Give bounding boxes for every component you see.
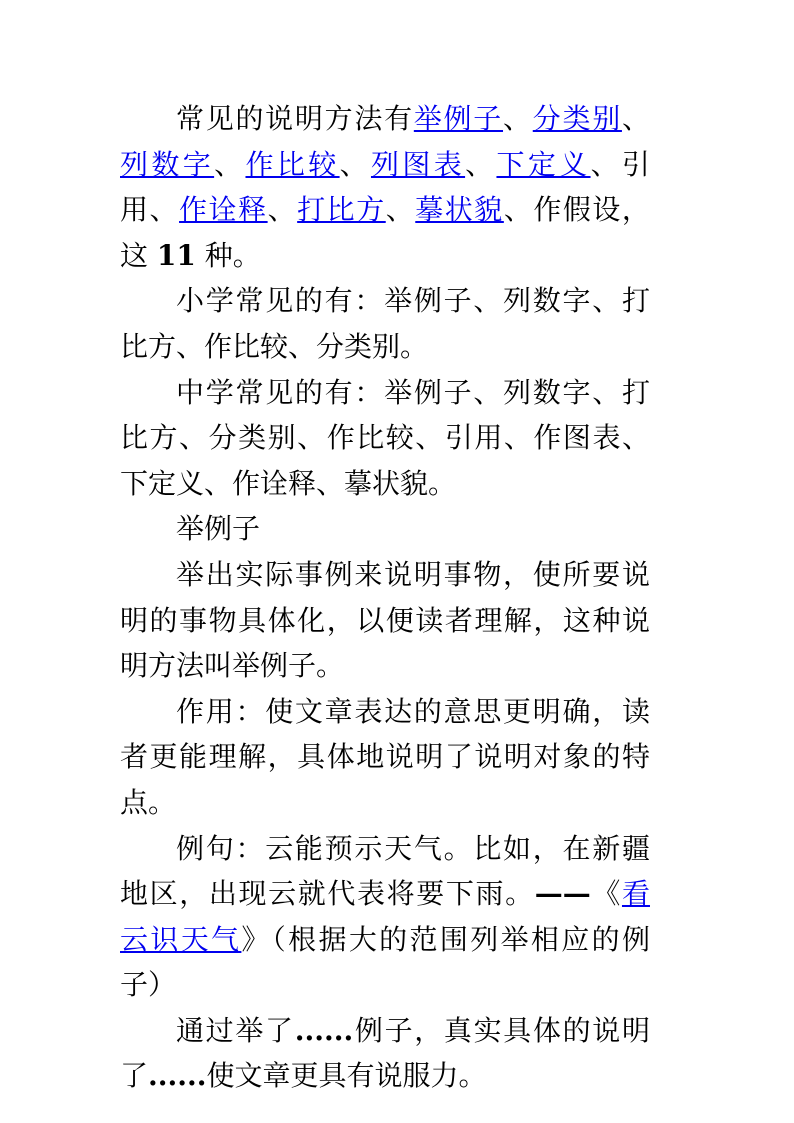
paragraph-definition: 举出实际事例来说明事物，使所要说明的事物具体化，以便读者理解，这种说明方法叫举例子。 bbox=[120, 557, 650, 683]
separator: 、 bbox=[385, 193, 416, 227]
ellipsis: ...... bbox=[148, 1059, 207, 1093]
link-da-bi-fang[interactable]: 打比方 bbox=[297, 193, 386, 227]
separator: 、 bbox=[621, 102, 650, 135]
link-lie-shu-zi[interactable]: 列数字 bbox=[120, 147, 215, 181]
methods-tail-text: 、作假设，这 bbox=[120, 193, 650, 272]
link-kan-yun-shi-tian-qi[interactable]: 看云识天气 bbox=[120, 877, 650, 956]
separator: 、 bbox=[214, 147, 246, 181]
document-page bbox=[120, 96, 650, 1099]
link-zuo-quan-shi[interactable]: 作诠释 bbox=[179, 193, 268, 227]
ellipsis: ...... bbox=[294, 1013, 354, 1047]
link-zuo-bi-jiao[interactable]: 作比较 bbox=[245, 147, 340, 181]
link-fen-lei-bie[interactable]: 分类别 bbox=[532, 102, 622, 135]
separator: 、 bbox=[267, 193, 298, 227]
paragraph-example bbox=[120, 826, 650, 1008]
paragraph-methods-list bbox=[120, 96, 650, 278]
paragraph-middle-school: 中学常见的有：举例子、列数字、打比方、分类别、作比较、引用、作图表、下定义、作诠释、摹状貌。 bbox=[120, 375, 650, 500]
methods-count: 11 bbox=[156, 238, 196, 272]
paragraph-primary-school: 小学常见的有：举例子、列数字、打比方、作比较、分类别。 bbox=[120, 284, 650, 363]
yin-yong-text: 、引用、 bbox=[120, 147, 650, 227]
link-xia-ding-yi[interactable]: 下定义 bbox=[496, 147, 591, 181]
template-text: 使文章更具有说服力。 bbox=[206, 1059, 487, 1093]
separator: 、 bbox=[339, 147, 371, 181]
methods-tail-text: 种。 bbox=[204, 238, 261, 272]
example-lead-text: 例句：云能预示天气。比如，在新疆地区，出现云就代表将要下雨。 bbox=[120, 831, 650, 911]
separator: 、 bbox=[465, 147, 497, 181]
link-mo-zhuang-mao[interactable]: 摹状貌 bbox=[415, 193, 504, 227]
link-lie-tu-biao[interactable]: 列图表 bbox=[370, 147, 466, 181]
template-text: 通过举了 bbox=[176, 1013, 295, 1047]
paragraph-function: 作用：使文章表达的意思更明确，读者更能理解，具体地说明了说明对象的特点。 bbox=[120, 694, 650, 819]
template-text: 例子，真实具体的说明了 bbox=[120, 1013, 650, 1093]
paragraph-template-sentence bbox=[120, 1008, 650, 1099]
example-tail-text: （根据大的范围列举相应的例子） bbox=[120, 922, 650, 1002]
em-dash: —— bbox=[534, 877, 591, 911]
methods-lead-text: 常见的说明方法有 bbox=[176, 102, 414, 135]
separator: 、 bbox=[503, 102, 533, 135]
quote-close: 》 bbox=[241, 922, 272, 956]
link-ju-li-zi[interactable]: 举例子 bbox=[413, 102, 504, 135]
section-heading: 举例子 bbox=[176, 512, 261, 546]
quote-open: 《 bbox=[590, 877, 622, 911]
